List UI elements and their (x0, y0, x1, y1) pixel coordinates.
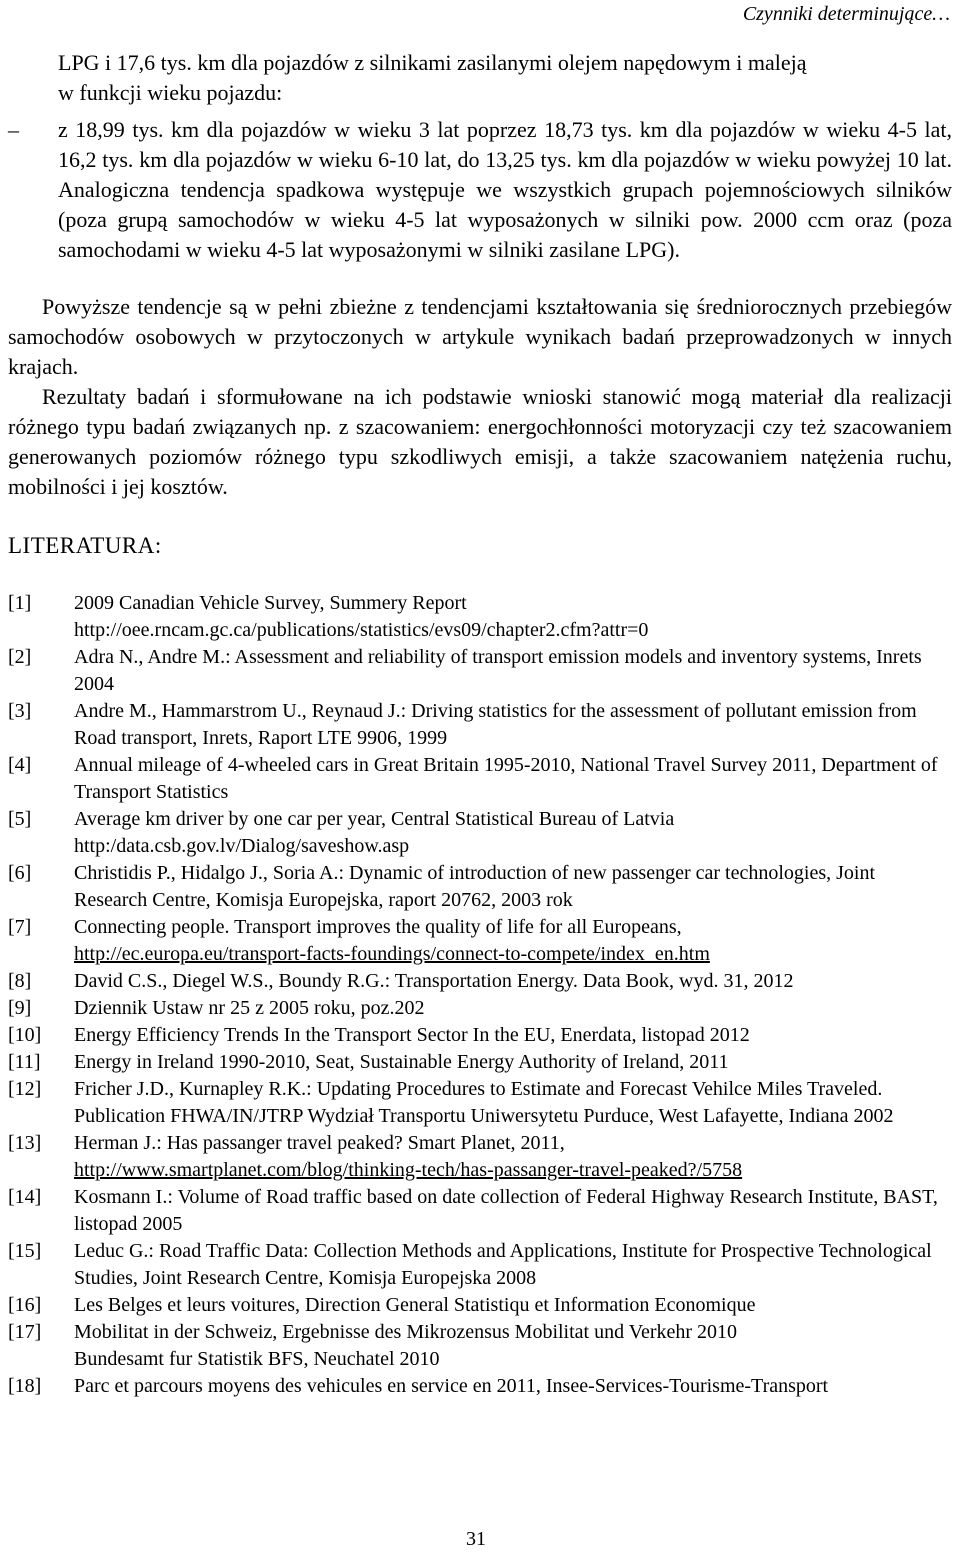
reference-citation: Annual mileage of 4-wheeled cars in Great Britain 1995-2010, National Travel Survey 2011, Department of Transport Statistics (74, 754, 938, 803)
paragraph-line: LPG i 17,6 tys. km dla pojazdów z silnikami zasilanymi olejem napędowym i maleją (58, 50, 807, 75)
reference-citation: Kosmann I.: Volume of Road traffic based on date collection of Federal Highway Research Institute, BAST, listopad 2005 (74, 1186, 938, 1235)
reference-number-label: [2] (8, 646, 32, 668)
reference-item (8, 752, 952, 806)
reference-citation: Connecting people. Transport improves the quality of life for all Europeans, (74, 916, 682, 938)
reference-citation: Fricher J.D., Kurnapley R.K.: Updating Procedures to Estimate and Forecast Vehilce Miles Traveled. Publication FHWA/IN/JTRP Wydział Transportu Uniwersytetu Purduce, West Lafayette, Indiana 2002 (74, 1078, 894, 1127)
reference-item (8, 590, 952, 644)
paragraph-tendencies: Powyższe tendencje są w pełni zbieżne z tendencjami kształtowania się średniorocznych przebiegów samochodów osobowych w przytoczonych w artykule wynikach badań przeprowadzonych w innych krajach. (8, 294, 952, 379)
reference-item (8, 1076, 952, 1130)
reference-text (74, 914, 952, 968)
reference-text (74, 1238, 952, 1292)
reference-number (8, 1238, 74, 1292)
reference-citation: Andre M., Hammarstrom U., Reynaud J.: Driving statistics for the assessment of pollutant emission from Road transport, Inrets, Raport LTE 9906, 1999 (74, 700, 917, 749)
paragraph-continuation (58, 48, 952, 108)
reference-number (8, 968, 74, 995)
reference-citation: Mobilitat in der Schweiz, Ergebnisse des Mikrozensus Mobilitat und Verkehr 2010 (74, 1321, 738, 1343)
reference-number-label: [17] (8, 1321, 42, 1343)
reference-number (8, 752, 74, 806)
reference-number-label: [16] (8, 1294, 42, 1316)
reference-citation: Energy in Ireland 1990-2010, Seat, Sustainable Energy Authority of Ireland, 2011 (74, 1051, 729, 1073)
reference-item (8, 968, 952, 995)
reference-number (8, 914, 74, 968)
reference-list (8, 590, 952, 1400)
reference-text (74, 860, 952, 914)
reference-text (74, 1184, 952, 1238)
reference-number (8, 1184, 74, 1238)
reference-item (8, 995, 952, 1022)
reference-number (8, 1076, 74, 1130)
reference-number (8, 1022, 74, 1049)
reference-number-label: [13] (8, 1132, 42, 1154)
reference-text (74, 1130, 952, 1184)
reference-item (8, 698, 952, 752)
reference-citation: Dziennik Ustaw nr 25 z 2005 roku, poz.202 (74, 997, 425, 1019)
reference-number (8, 860, 74, 914)
reference-number-label: [7] (8, 916, 32, 938)
dash-bullet: – (8, 117, 19, 142)
reference-number-label: [3] (8, 700, 32, 722)
reference-citation-line: Bundesamt fur Statistik BFS, Neuchatel 2010 (74, 1348, 440, 1370)
reference-number-label: [1] (8, 592, 32, 614)
reference-item (8, 1022, 952, 1049)
literature-heading: LITERATURA: (8, 533, 162, 558)
reference-citation: Christidis P., Hidalgo J., Soria A.: Dynamic of introduction of new passenger car technologies, Joint Research Centre, Komisja Europejska, raport 20762, 2003 rok (74, 862, 875, 911)
reference-text (74, 698, 952, 752)
page-number: 31 (466, 1528, 486, 1550)
reference-item (8, 1373, 952, 1400)
paragraph-line: w funkcji wieku pojazdu: (58, 80, 283, 105)
reference-citation: 2009 Canadian Vehicle Survey, Summery Report (74, 592, 467, 614)
reference-item (8, 1130, 952, 1184)
reference-citation: Leduc G.: Road Traffic Data: Collection Methods and Applications, Institute for Prospective Technological Studies, Joint Research Centre, Komisja Europejska 2008 (74, 1240, 932, 1289)
reference-number-label: [10] (8, 1024, 42, 1046)
reference-number-label: [12] (8, 1078, 42, 1100)
reference-text (74, 1373, 952, 1400)
reference-number (8, 1130, 74, 1184)
reference-number (8, 1292, 74, 1319)
reference-number-label: [4] (8, 754, 32, 776)
reference-item (8, 860, 952, 914)
reference-citation: Herman J.: Has passanger travel peaked? Smart Planet, 2011, (74, 1132, 565, 1154)
reference-citation-line: http:/data.csb.gov.lv/Dialog/saveshow.asp (74, 835, 410, 857)
reference-number (8, 698, 74, 752)
reference-item (8, 644, 952, 698)
reference-number (8, 1373, 74, 1400)
reference-number-label: [15] (8, 1240, 42, 1262)
reference-text (74, 806, 952, 860)
reference-text (74, 1319, 952, 1373)
reference-number (8, 1319, 74, 1373)
reference-text (74, 995, 952, 1022)
reference-number-label: [14] (8, 1186, 42, 1208)
reference-number (8, 644, 74, 698)
reference-citation: Adra N., Andre M.: Assessment and reliability of transport emission models and inventory systems, Inrets 2004 (74, 646, 922, 695)
reference-number-label: [11] (8, 1051, 41, 1073)
reference-citation: David C.S., Diegel W.S., Boundy R.G.: Transportation Energy. Data Book, wyd. 31, 2012 (74, 970, 794, 992)
reference-item (8, 914, 952, 968)
reference-number (8, 590, 74, 644)
reference-number (8, 995, 74, 1022)
reference-citation: Average km driver by one car per year, Central Statistical Bureau of Latvia (74, 808, 675, 830)
reference-text (74, 752, 952, 806)
reference-citation-line: http://oee.rncam.gc.ca/publications/statistics/evs09/chapter2.cfm?attr=0 (74, 619, 649, 641)
reference-citation: Les Belges et leurs voitures, Direction General Statistiqu et Information Economique (74, 1294, 756, 1316)
paragraph-results: Rezultaty badań i sformułowane na ich podstawie wnioski stanowić mogą materiał dla realizacji różnego typu badań związanych np. z szacowaniem: energochłonności motoryzacji czy też szacowaniem generowanych poziomów różnego typu szkodliwych emisji, a także szacowaniem natężenia ruchu, mobilności i jej kosztów. (8, 384, 952, 499)
reference-number-label: [18] (8, 1375, 42, 1397)
reference-number-label: [5] (8, 808, 32, 830)
reference-item (8, 1049, 952, 1076)
reference-citation: Energy Efficiency Trends In the Transport Sector In the EU, Enerdata, listopad 2012 (74, 1024, 750, 1046)
reference-item (8, 806, 952, 860)
reference-text (74, 1076, 952, 1130)
reference-link[interactable]: http://ec.europa.eu/transport-facts-foundings/connect-to-compete/index_en.htm (74, 943, 710, 965)
reference-item (8, 1319, 952, 1373)
reference-item (8, 1292, 952, 1319)
reference-number (8, 1049, 74, 1076)
reference-number-label: [6] (8, 862, 32, 884)
reference-text (74, 1022, 952, 1049)
reference-number-label: [8] (8, 970, 32, 992)
bullet-paragraph: z 18,99 tys. km dla pojazdów w wieku 3 lat poprzez 18,73 tys. km dla pojazdów w wieku 4-5 lat, 16,2 tys. km dla pojazdów w wieku 6-10 lat, do 13,25 tys. km dla pojazdów w wieku powyżej 10 lat. Analogiczna tendencja spadkowa występuje we wszystkich grupach pojemnościowych silników (poza grupą samochodów w wieku 4-5 lat wyposażonych w silniki pow. 2000 ccm oraz (poza samochodami w wieku 4-5 lat wyposażonymi w silniki zasilane LPG). (58, 117, 952, 262)
reference-number-label: [9] (8, 997, 32, 1019)
reference-number (8, 806, 74, 860)
reference-text (74, 644, 952, 698)
reference-text (74, 1292, 952, 1319)
reference-link[interactable]: http://www.smartplanet.com/blog/thinking-tech/has-passanger-travel-peaked?/5758 (74, 1159, 743, 1181)
running-header: Czynniki determinujące… (742, 3, 950, 25)
reference-text (74, 1049, 952, 1076)
reference-text (74, 590, 952, 644)
reference-item (8, 1238, 952, 1292)
reference-citation: Parc et parcours moyens des vehicules en service en 2011, Insee-Services-Tourisme-Transport (74, 1375, 829, 1397)
reference-text (74, 968, 952, 995)
reference-item (8, 1184, 952, 1238)
